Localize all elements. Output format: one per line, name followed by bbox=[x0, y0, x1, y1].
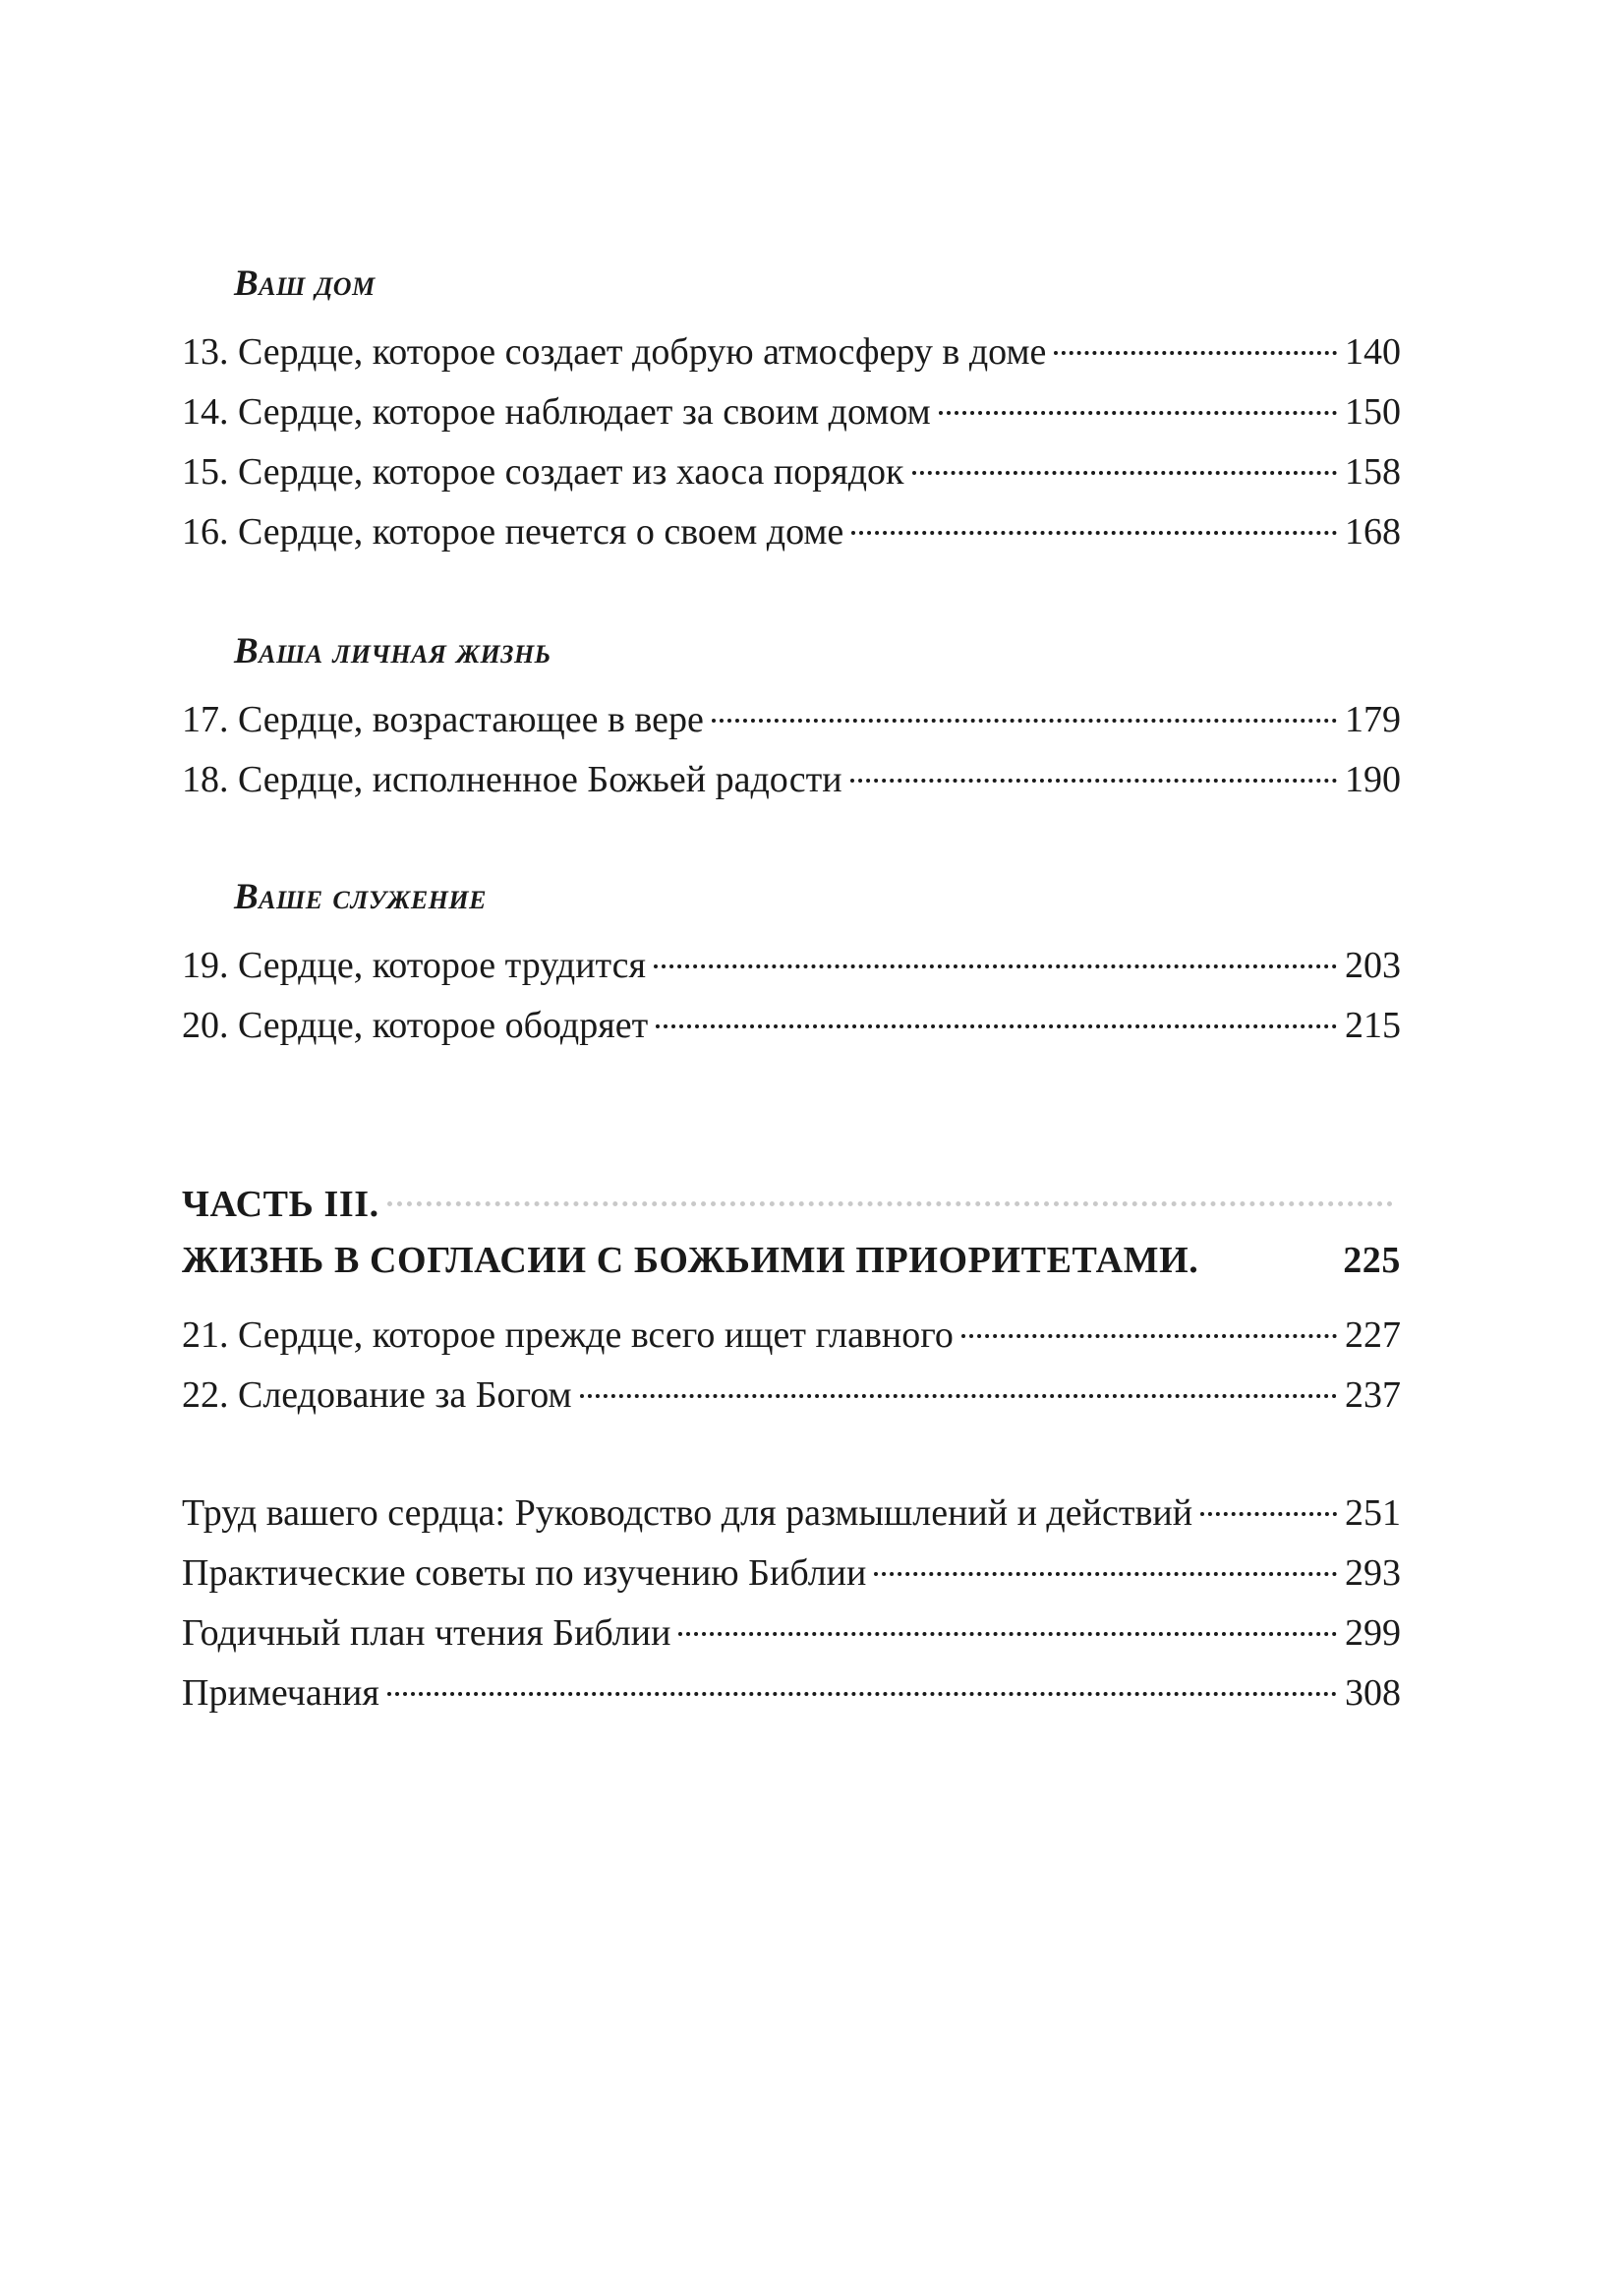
part-page: 225 bbox=[1343, 1240, 1401, 1281]
toc-entry-page: 203 bbox=[1345, 945, 1401, 986]
toc-entry-title: Годичный план чтения Библии bbox=[182, 1612, 671, 1654]
dot-leader bbox=[939, 411, 1337, 415]
toc-entry-page: 168 bbox=[1345, 511, 1401, 553]
toc-entry-title: Примечания bbox=[182, 1672, 379, 1714]
toc-entry-title: 13. Сердце, которое создает добрую атмосферу в доме bbox=[182, 331, 1047, 373]
section-title-ministry: Ваше служение bbox=[234, 877, 487, 917]
dot-leader bbox=[656, 1024, 1337, 1028]
part-heading-line2[interactable] bbox=[182, 1236, 1401, 1285]
dot-leader bbox=[387, 1692, 1337, 1696]
toc-entry-title: 17. Сердце, возрастающее в вере bbox=[182, 699, 704, 740]
toc-entry[interactable] bbox=[182, 1668, 1401, 1718]
dot-leader bbox=[580, 1394, 1337, 1398]
toc-entry-title: 15. Сердце, которое создает из хаоса порядок bbox=[182, 451, 904, 493]
toc-entry-page: 190 bbox=[1345, 759, 1401, 800]
dot-leader bbox=[654, 964, 1337, 968]
toc-entry[interactable] bbox=[182, 695, 1401, 744]
toc-entry-title: Практические советы по изучению Библии bbox=[182, 1552, 867, 1594]
toc-entry-page: 150 bbox=[1345, 391, 1401, 433]
toc-entry-page: 158 bbox=[1345, 451, 1401, 493]
part-heading-line1[interactable] bbox=[182, 1180, 1401, 1229]
toc-entry[interactable] bbox=[182, 327, 1401, 377]
section-title-personal-life: Ваша личная жизнь bbox=[234, 631, 551, 671]
part-title: ЖИЗНЬ В СОГЛАСИИ С БОЖЬИМИ ПРИОРИТЕТАМИ. bbox=[182, 1240, 1199, 1281]
toc-entry-title: Труд вашего сердца: Руководство для размышлений и действий bbox=[182, 1492, 1193, 1534]
toc-entry-page: 293 bbox=[1345, 1552, 1401, 1594]
toc-entry-title: 16. Сердце, которое печется о своем доме bbox=[182, 511, 844, 553]
dot-leader bbox=[850, 779, 1337, 783]
toc-entry[interactable] bbox=[182, 941, 1401, 990]
toc-entry-title: 20. Сердце, которое ободряет bbox=[182, 1005, 649, 1046]
dot-leader bbox=[387, 1201, 1393, 1206]
toc-entry-page: 179 bbox=[1345, 699, 1401, 740]
toc-entry[interactable] bbox=[182, 1608, 1401, 1658]
dot-leader bbox=[712, 719, 1337, 723]
toc-entry-page: 308 bbox=[1345, 1672, 1401, 1714]
toc-entry[interactable] bbox=[182, 1311, 1401, 1360]
dot-leader bbox=[912, 471, 1337, 475]
toc-entry[interactable] bbox=[182, 387, 1401, 437]
toc-entry-page: 251 bbox=[1345, 1492, 1401, 1534]
toc-entry[interactable] bbox=[182, 1001, 1401, 1050]
dot-leader bbox=[1054, 351, 1337, 355]
toc-entry-title: 18. Сердце, исполненное Божьей радости bbox=[182, 759, 842, 800]
toc-entry-page: 227 bbox=[1345, 1314, 1401, 1356]
toc-entry-title: 21. Сердце, которое прежде всего ищет главного bbox=[182, 1314, 954, 1356]
toc-entry[interactable] bbox=[182, 1488, 1401, 1538]
toc-entry-page: 215 bbox=[1345, 1005, 1401, 1046]
toc-entry[interactable] bbox=[182, 755, 1401, 804]
toc-entry[interactable] bbox=[182, 1548, 1401, 1598]
dot-leader bbox=[961, 1334, 1337, 1338]
toc-entry-title: 14. Сердце, которое наблюдает за своим домом bbox=[182, 391, 931, 433]
section-title-home: Ваш дом bbox=[234, 263, 376, 304]
toc-entry[interactable] bbox=[182, 447, 1401, 496]
dot-leader bbox=[1200, 1512, 1337, 1516]
toc-entry-title: 22. Следование за Богом bbox=[182, 1374, 572, 1416]
dot-leader bbox=[678, 1632, 1337, 1636]
toc-entry-page: 299 bbox=[1345, 1612, 1401, 1654]
toc-entry-title: 19. Сердце, которое трудится bbox=[182, 945, 646, 986]
toc-entry[interactable] bbox=[182, 1370, 1401, 1420]
dot-leader bbox=[874, 1572, 1337, 1576]
part-label: ЧАСТЬ III. bbox=[182, 1184, 379, 1225]
dot-leader bbox=[851, 531, 1337, 535]
toc-entry-page: 140 bbox=[1345, 331, 1401, 373]
toc-entry[interactable] bbox=[182, 507, 1401, 556]
toc-entry-page: 237 bbox=[1345, 1374, 1401, 1416]
